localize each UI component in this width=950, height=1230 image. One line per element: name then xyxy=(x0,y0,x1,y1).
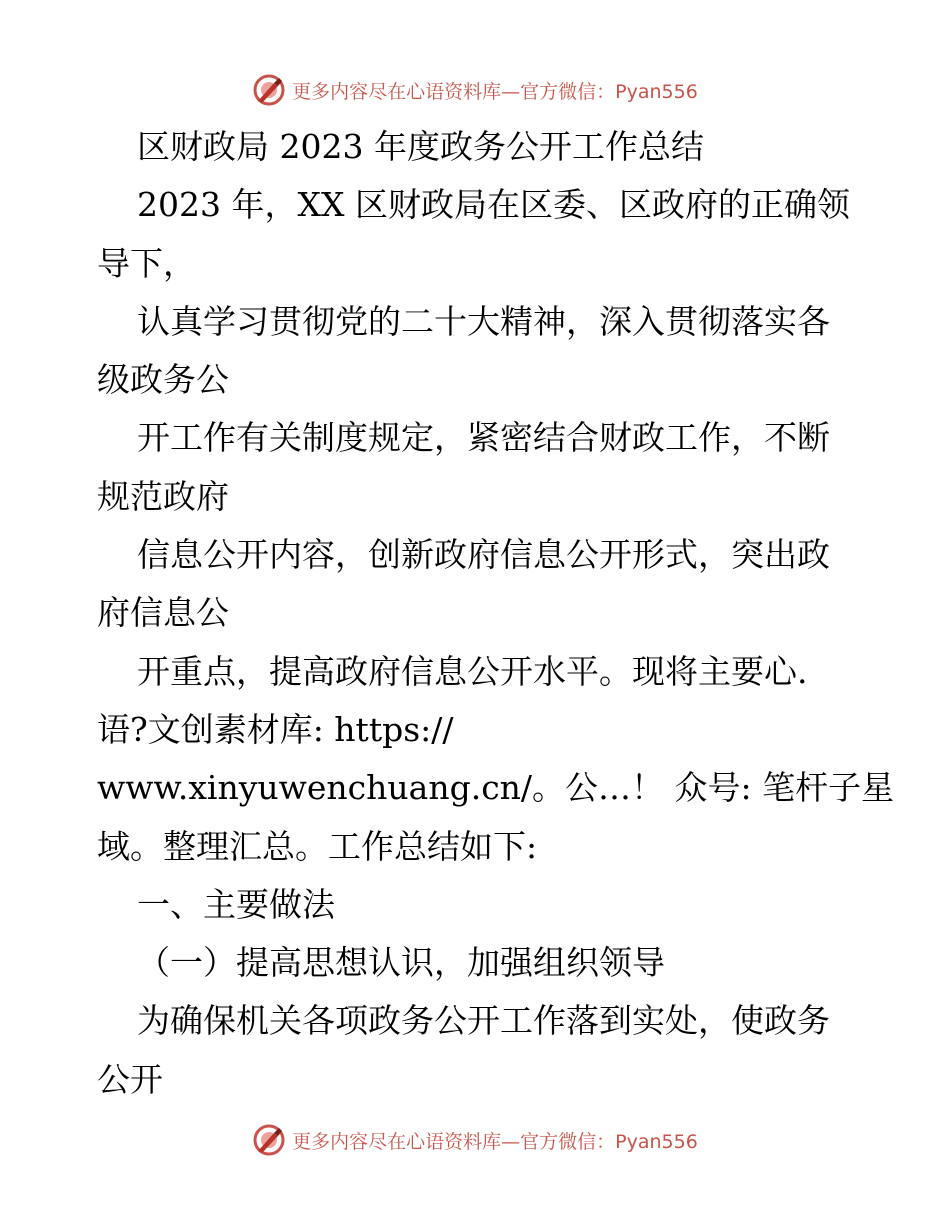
footer-watermark xyxy=(0,1120,950,1160)
subsection-heading: （一）提高思想认识，加强组织领导 xyxy=(137,943,665,983)
pen-logo-icon xyxy=(252,73,286,107)
header-watermark xyxy=(0,70,950,110)
paragraph-line: 开工作有关制度规定，紧密结合财政工作，不断 xyxy=(137,418,830,458)
paragraph-line: 认真学习贯彻党的二十大精神，深入贯彻落实各 xyxy=(137,301,830,341)
paragraph-line: 为确保机关各项政务公开工作落到实处，使政务 xyxy=(137,1001,830,1041)
paragraph-line: 公开 xyxy=(97,1059,163,1099)
paragraph-line: 信息公开内容，创新政府信息公开形式，突出政 xyxy=(137,535,830,575)
document-body xyxy=(97,118,895,1109)
paragraph-line: 导下， xyxy=(97,243,196,283)
paragraph-line: 语?文创素材库: https:// xyxy=(97,709,454,749)
watermark-text: 更多内容尽在心语资料库—官方微信：Pyan556 xyxy=(292,80,698,103)
paragraph-line: 级政务公 xyxy=(97,360,229,400)
paragraph-line: www.xinyuwenchuang.cn/。公…！ 众号: 笔杆子星 xyxy=(97,768,895,808)
paragraph-line: 开重点，提高政府信息公开水平。现将主要心. xyxy=(137,651,808,691)
section-heading: 一、主要做法 xyxy=(137,884,335,924)
pen-logo-icon xyxy=(252,1123,286,1157)
paragraph-line: 2023 年，XX 区财政局在区委、区政府的正确领 xyxy=(137,185,850,225)
document-title: 区财政局 2023 年度政务公开工作总结 xyxy=(137,127,704,166)
watermark-text: 更多内容尽在心语资料库—官方微信：Pyan556 xyxy=(292,1130,698,1153)
paragraph-line: 域。整理汇总。工作总结如下: xyxy=(97,826,538,866)
paragraph-line: 府信息公 xyxy=(97,593,229,633)
paragraph-line: 规范政府 xyxy=(97,476,229,516)
